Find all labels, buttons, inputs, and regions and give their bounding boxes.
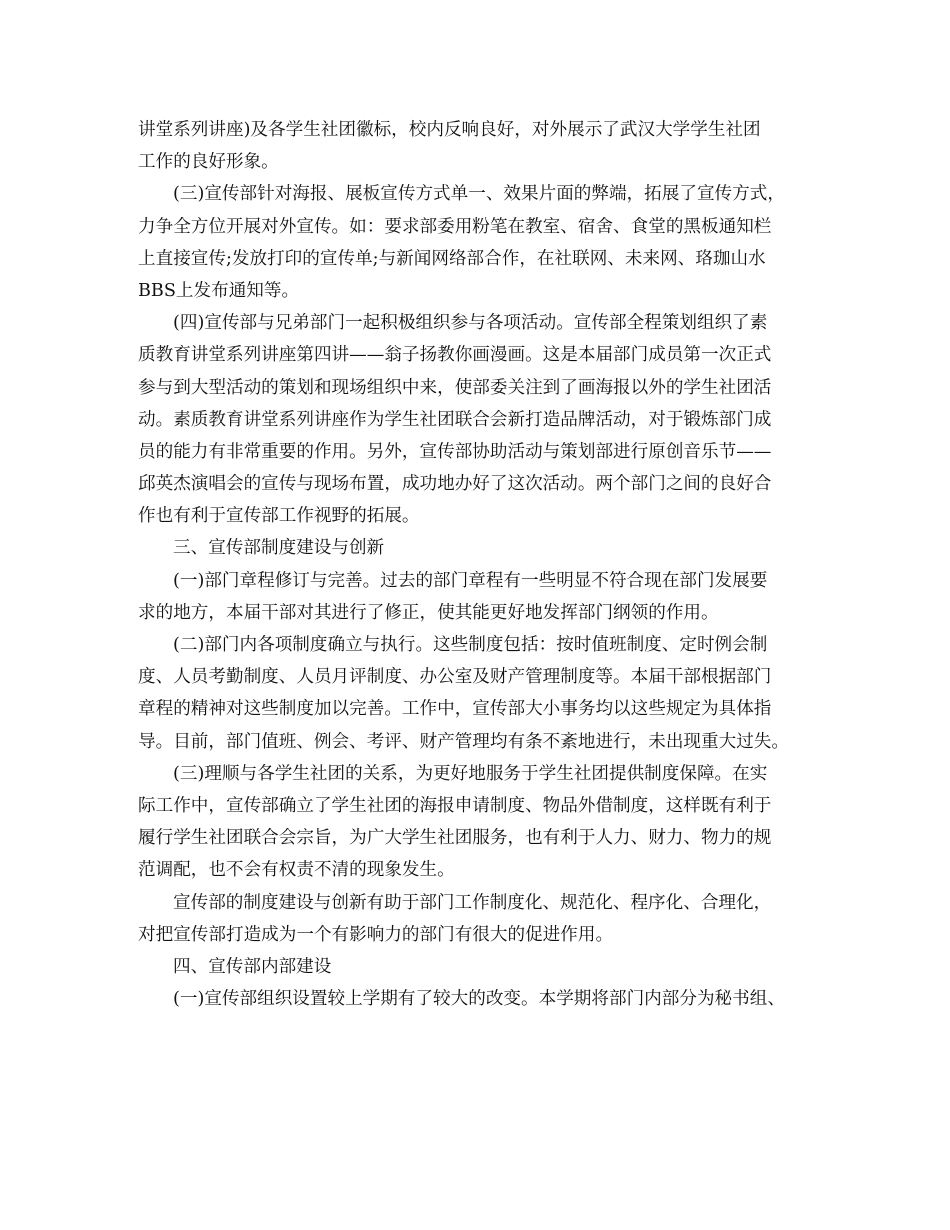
text-line: 动。素质教育讲堂系列讲座作为学生社团联合会新打造品牌活动，对于锻炼部门成	[138, 409, 772, 430]
section-heading: 四、宣传部内部建设	[173, 956, 332, 977]
text-line: 度、人员考勤制度、人员月评制度、办公室及财产管理制度等。本届干部根据部门	[138, 667, 772, 688]
text-line: 工作的良好形象。	[138, 152, 279, 173]
text-line: 作也有利于宣传部工作视野的拓展。	[138, 506, 420, 527]
paragraph-start-line: (一)部门章程修订与完善。过去的部门章程有一些明显不符合现在部门发展要	[173, 570, 768, 591]
text-line: 际工作中，宣传部确立了学生社团的海报申请制度、物品外借制度，这样既有利于	[138, 795, 772, 816]
text-line: 讲堂系列讲座)及各学生社团徽标，校内反响良好，对外展示了武汉大学学生社团	[138, 120, 761, 140]
text-line: 履行学生社团联合会宗旨，为广大学生社团服务，也有利于人力、财力、物力的规	[138, 828, 772, 849]
paragraph-start-line: (二)部门内各项制度确立与执行。这些制度包括：按时值班制度、定时例会制	[173, 635, 768, 655]
text-line: 求的地方，本届干部对其进行了修正，使其能更好地发挥部门纲领的作用。	[138, 602, 719, 623]
text-line: 上直接宣传;发放打印的宣传单;与新闻网络部合作，在社联网、未来网、珞珈山水	[138, 248, 766, 269]
document-body	[138, 114, 828, 1015]
text-line: 员的能力有非常重要的作用。另外，宣传部协助活动与策划部进行原创音乐节——	[138, 441, 772, 462]
text-line: 质教育讲堂系列讲座第四讲——翁子扬教你画漫画。这是本届部门成员第一次正式	[138, 345, 772, 366]
paragraph-start-line: (四)宣传部与兄弟部门一起积极组织参与各项活动。宣传部全程策划组织了素	[173, 313, 768, 334]
text-line: 邱英杰演唱会的宣传与现场布置，成功地办好了这次活动。两个部门之间的良好合	[138, 474, 772, 495]
text-line: 章程的精神对这些制度加以完善。工作中，宣传部大小事务均以这些规定为具体指	[138, 699, 772, 720]
text-line: 对把宣传部打造成为一个有影响力的部门有很大的促进作用。	[138, 924, 614, 945]
text-line: BBS上发布通知等。	[138, 280, 300, 301]
section-heading: 三、宣传部制度建设与创新	[173, 538, 385, 559]
text-line: 力争全方位开展对外宣传。如：要求部委用粉笔在教室、宿舍、食堂的黑板通知栏	[138, 216, 772, 237]
paragraph-start-line: (一)宣传部组织设置较上学期有了较大的改变。本学期将部门内部分为秘书组、	[173, 989, 785, 1010]
paragraph-start-line: 宣传部的制度建设与创新有助于部门工作制度化、规范化、程序化、合理化，	[173, 892, 772, 913]
paragraph-start-line: (三)理顺与各学生社团的关系，为更好地服务于学生社团提供制度保障。在实	[173, 763, 768, 784]
text-line: 范调配，也不会有权责不清的现象发生。	[138, 860, 455, 881]
paragraph-start-line: (三)宣传部针对海报、展板宣传方式单一、效果片面的弊端，拓展了宣传方式，	[173, 184, 785, 205]
text-line: 导。目前，部门值班、例会、考评、财产管理均有条不紊地进行，未出现重大过失。	[138, 731, 789, 752]
text-line: 参与到大型活动的策划和现场组织中来，使部委关注到了画海报以外的学生社团活	[138, 377, 772, 398]
